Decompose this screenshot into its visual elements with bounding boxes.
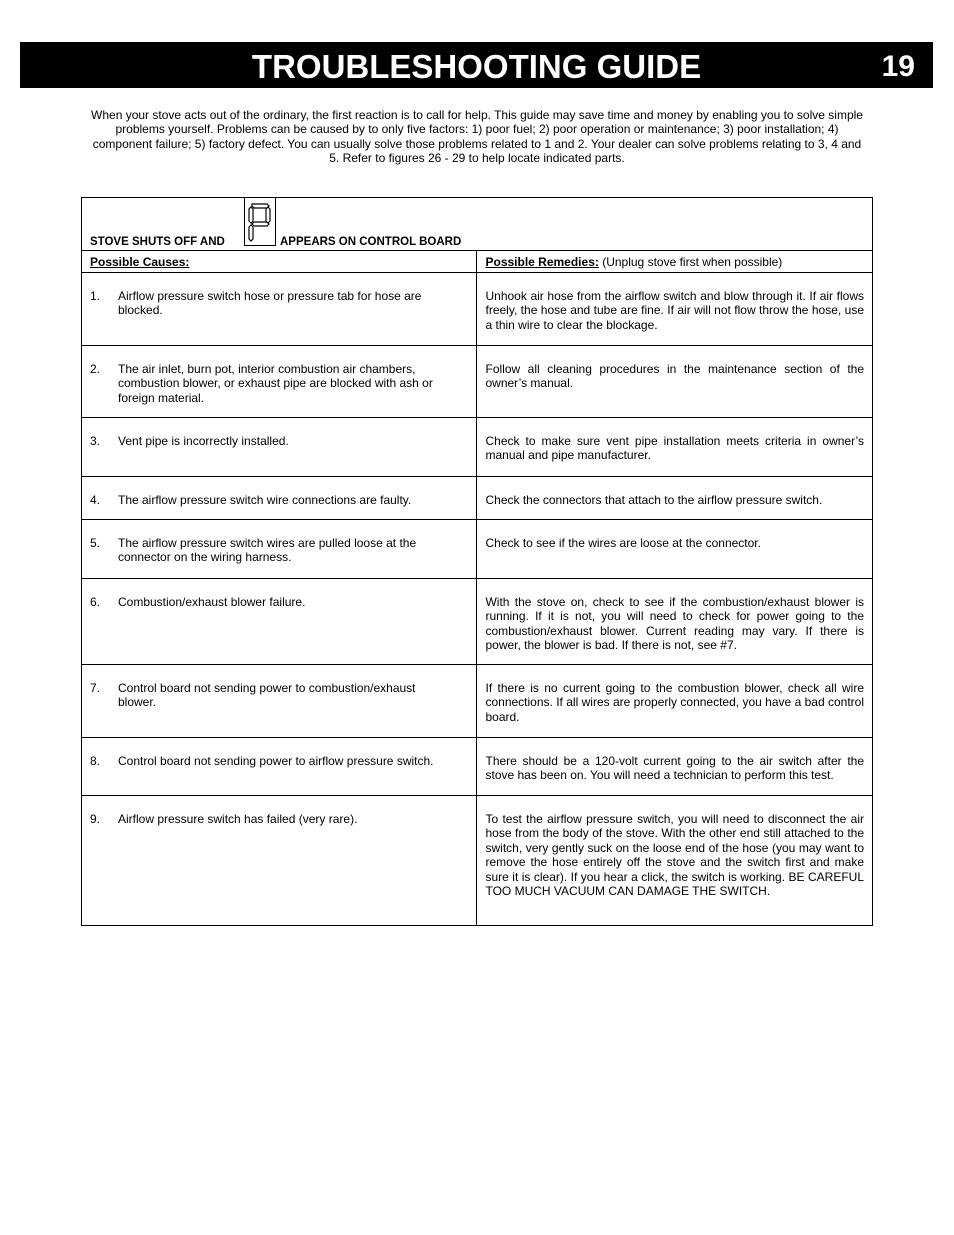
page-number: 19 (881, 50, 915, 83)
remedy-text: Follow all cleaning procedures in the maintenance section of the owner’s manual. (485, 362, 864, 391)
page-header (20, 42, 933, 88)
remedy-cell (477, 346, 873, 418)
table-title-left: STOVE SHUTS OFF AND (90, 236, 225, 248)
table-row (82, 738, 873, 796)
cause-cell (82, 346, 477, 418)
table-row (82, 346, 873, 418)
cause-cell (82, 477, 477, 520)
remedy-text: There should be a 120-volt current going to the air switch after the stove has been on. You will need a technician to perform this test. (485, 754, 864, 783)
seven-segment-P-icon (244, 198, 276, 246)
cause-text: Combustion/exhaust blower failure. (118, 595, 306, 609)
remedy-cell (477, 665, 873, 738)
table-title-cell (82, 198, 873, 251)
remedies-header-cell (477, 251, 873, 273)
remedies-header: Possible Remedies: (485, 255, 599, 269)
remedy-cell (477, 579, 873, 665)
remedy-cell (477, 477, 873, 520)
remedy-text: Check to see if the wires are loose at the connector. (485, 536, 761, 550)
remedy-text: Check the connectors that attach to the airflow pressure switch. (485, 493, 823, 507)
cause-text: Vent pipe is incorrectly installed. (118, 434, 289, 448)
remedy-text: Check to make sure vent pipe installation meets criteria in owner’s manual and pipe manufacturer. (485, 434, 864, 463)
row-number: 7. (90, 681, 101, 695)
cause-text: Airflow pressure switch has failed (very rare). (118, 812, 358, 826)
causes-header-cell (82, 251, 477, 273)
table-row (82, 579, 873, 665)
table-row (82, 273, 873, 346)
row-number: 5. (90, 536, 101, 550)
table-row (82, 520, 873, 579)
remedy-cell (477, 418, 873, 477)
remedy-text: To test the airflow pressure switch, you will need to disconnect the air hose from the body of the stove. With the other end still attached to the switch, very gently suck on the loose end of the hose (you may want to remove the hose entirely off the stove and the switch first and make sure it is clear). If you hear a click, the switch is working. BE CAREFUL TOO MUCH VACUUM CAN DAMAGE THE SWITCH. (485, 812, 864, 899)
remedy-text: If there is no current going to the combustion blower, check all wire connections. If all wires are properly connected, you have a bad control board. (485, 681, 864, 724)
remedy-cell (477, 796, 873, 926)
cause-cell (82, 579, 477, 665)
cause-text: The air inlet, burn pot, interior combustion air chambers, combustion blower, or exhaust pipe are blocked with ash or foreign material. (118, 362, 433, 405)
cause-cell (82, 738, 477, 796)
row-number: 9. (90, 812, 101, 826)
table-header-row (82, 251, 873, 273)
row-number: 8. (90, 754, 101, 768)
cause-text: Control board not sending power to combustion/exhaust blower. (118, 681, 416, 710)
row-number: 6. (90, 595, 101, 609)
remedy-text: With the stove on, check to see if the combustion/exhaust blower is running. If it is not, you will need to check for power going to the combustion/exhaust blower. Current reading may vary. If there is power, the blower is bad. If there is not, see #7. (485, 595, 864, 653)
remedy-cell (477, 520, 873, 579)
row-number: 4. (90, 493, 101, 507)
cause-text: Control board not sending power to airflow pressure switch. (118, 754, 434, 768)
page-title: TROUBLESHOOTING GUIDE (251, 48, 702, 85)
causes-header: Possible Causes: (90, 255, 190, 269)
row-number: 2. (90, 362, 101, 376)
table-row (82, 418, 873, 477)
row-number: 3. (90, 434, 101, 448)
table-row (82, 796, 873, 926)
table-title-right: APPEARS ON CONTROL BOARD (280, 236, 462, 248)
table-title-row (82, 198, 873, 251)
table-row (82, 477, 873, 520)
cause-cell (82, 418, 477, 477)
cause-cell (82, 796, 477, 926)
cause-cell (82, 520, 477, 579)
table-row (82, 665, 873, 738)
remedy-text: Unhook air hose from the airflow switch and blow through it. If air flows freely, the hose and tube are fine. If air will not flow throw the hose, use a thin wire to clear the blockage. (485, 289, 864, 332)
cause-text: The airflow pressure switch wires are pulled loose at the connector on the wiring harness. (118, 536, 417, 565)
row-number: 1. (90, 289, 101, 303)
cause-cell (82, 665, 477, 738)
troubleshooting-table (81, 197, 873, 926)
remedies-note: (Unplug stove first when possible) (598, 255, 783, 269)
cause-text: Airflow pressure switch hose or pressure tab for hose are blocked. (118, 289, 422, 318)
remedy-cell (477, 738, 873, 796)
remedy-cell (477, 273, 873, 346)
cause-text: The airflow pressure switch wire connections are faulty. (118, 493, 412, 507)
intro-paragraph: When your stove acts out of the ordinary, the first reaction is to call for help. This guide may save time and money by enabling you to solve simple problems yourself. Problems can be caused by to only five factors: 1) poor fuel; 2) poor operation or maintenance; 3) poor installation; 4) component failure; 5) factory defect. You can usually solve those problems related to 1 and 2. Your dealer can solve problems relating to 3, 4 and 5. Refer to figures 26 - 29 to help locate indicated parts. (91, 108, 863, 166)
cause-cell (82, 273, 477, 346)
